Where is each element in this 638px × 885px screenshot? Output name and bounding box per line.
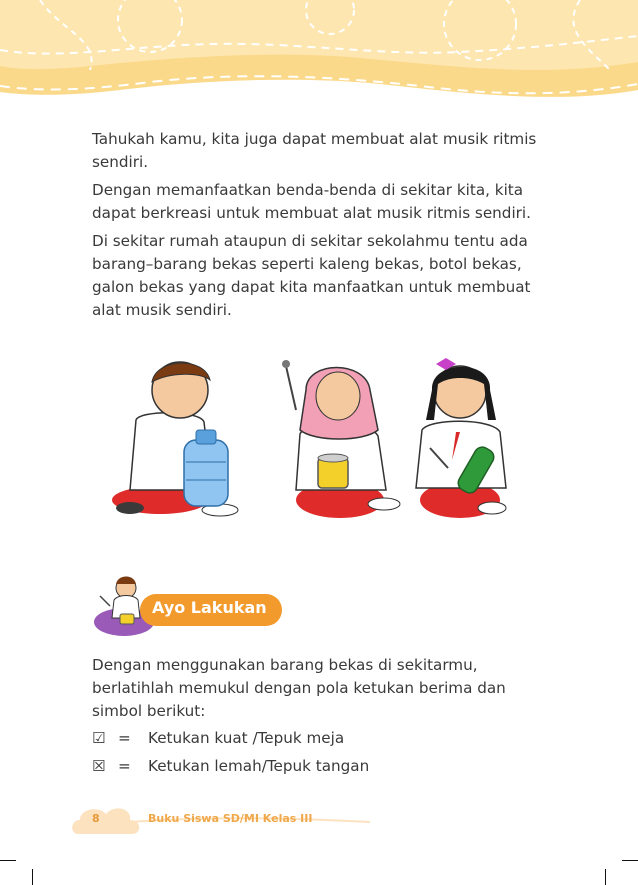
children-playing-illustration [100,350,520,530]
legend-row-strong [92,727,344,750]
crop-mark [32,869,33,885]
book-title: Buku Siswa SD/MI Kelas III [148,812,313,825]
instruction-text: Dengan menggunakan barang bekas di sekitarmu, berlatihlah memukul dengan pola ketukan berima dan simbol berikut: [92,656,506,720]
crop-mark [605,869,606,885]
intro-text [92,128,542,327]
paragraph: Tahukah kamu, kita juga dapat membuat alat musik ritmis sendiri. [92,130,537,171]
page-number: 8 [92,812,100,825]
girl-with-can [282,360,400,518]
activity-header [92,570,292,640]
activity-label: Ayo Lakukan [152,598,267,617]
crossed-box-icon: ☒ [92,757,106,775]
equals-sign: = [118,757,131,775]
header-decoration [0,0,638,120]
crop-mark [622,860,638,861]
legend-text: Ketukan kuat /Tepuk meja [148,729,345,747]
crop-mark [0,860,16,861]
checked-box-icon: ☑ [92,729,106,747]
equals-sign: = [118,729,131,747]
boy-with-gallon [112,362,238,516]
legend-row-weak [92,755,369,778]
girl-with-bottle [416,358,506,518]
paragraph: Di sekitar rumah ataupun di sekitar sekolahmu tentu ada barang–barang bekas seperti kaleng bekas, botol bekas, galon bekas yang dapat kita manfaatkan untuk membuat alat musik sendiri. [92,232,531,319]
paragraph: Dengan memanfaatkan benda-benda di sekitar kita, kita dapat berkreasi untuk membuat alat musik ritmis sendiri. [92,181,531,222]
legend-text: Ketukan lemah/Tepuk tangan [148,757,370,775]
